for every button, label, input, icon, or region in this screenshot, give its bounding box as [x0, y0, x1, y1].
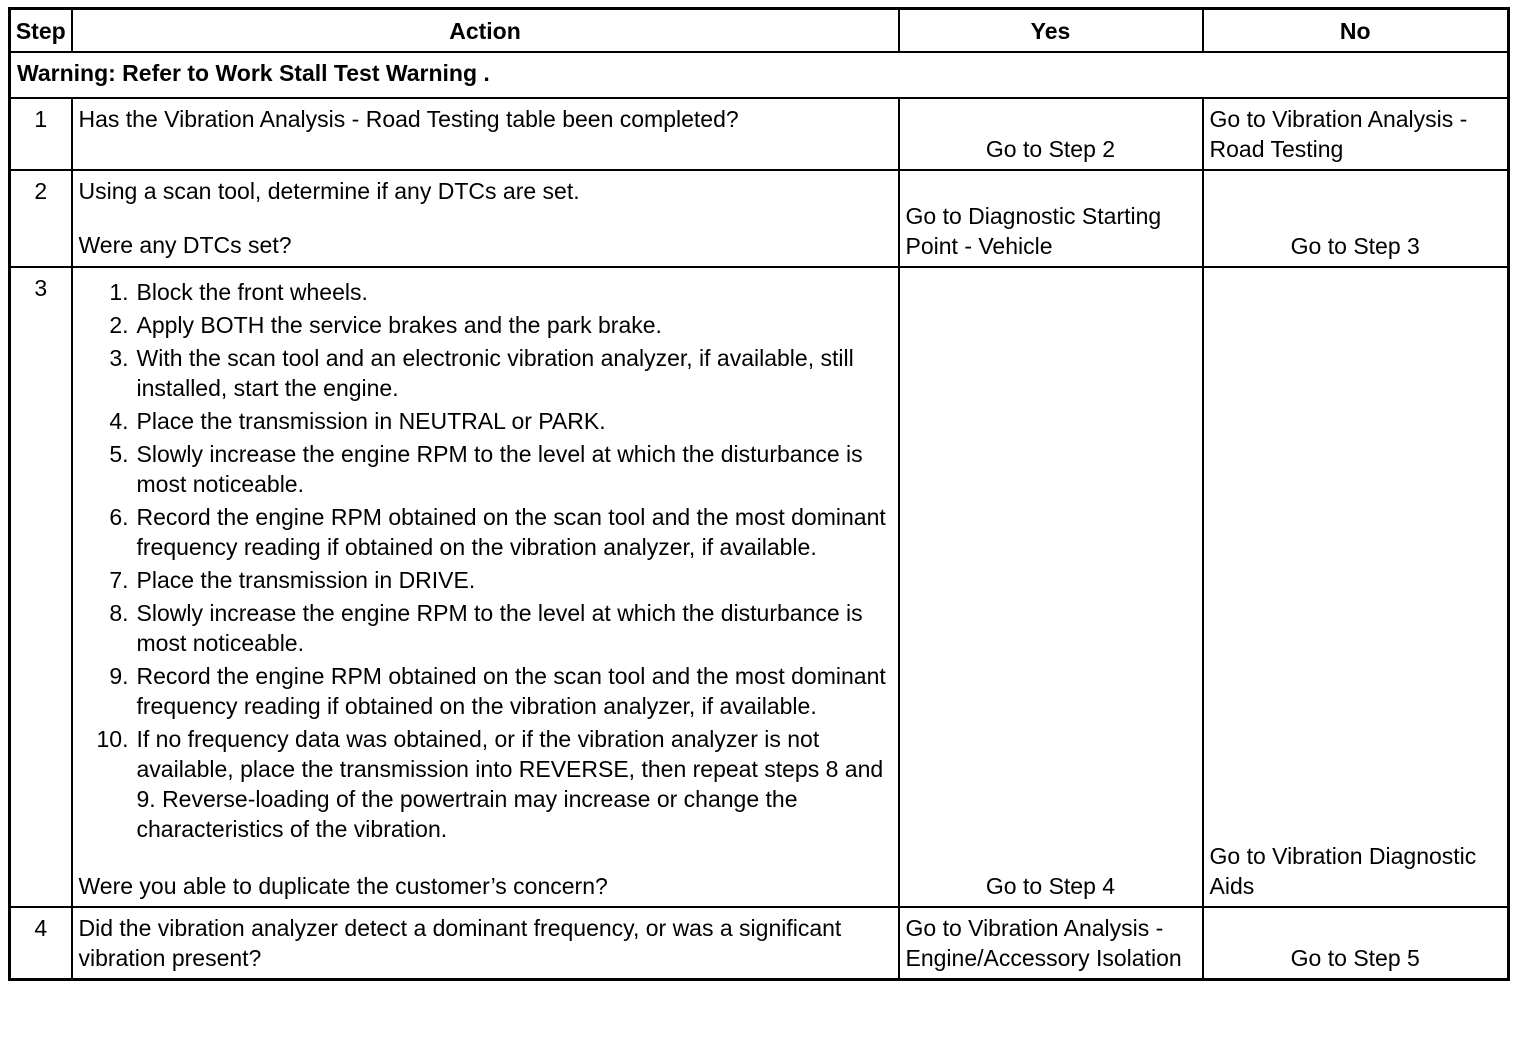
table-row [10, 907, 1509, 980]
list-item: 4. Place the transmission in NEUTRAL or PARK. [109, 408, 606, 434]
action-cell: Did the vibration analyzer detect a dominant frequency, or was a significant vibration present? [72, 907, 899, 980]
action-cell [72, 170, 899, 267]
action-question: Were you able to duplicate the customer’s concern? [78, 873, 608, 899]
header-step: Step [10, 9, 72, 53]
yes-cell: Go to Diagnostic Starting Point - Vehicle [899, 170, 1203, 267]
no-cell: Go to Step 5 [1203, 907, 1509, 980]
table-row [10, 98, 1509, 170]
yes-cell: Go to Step 4 [899, 267, 1203, 907]
header-row [10, 9, 1509, 53]
no-cell: Go to Step 3 [1203, 170, 1509, 267]
list-item: 1. Block the front wheels. [109, 279, 368, 305]
step-number: 1 [10, 98, 72, 170]
header-no: No [1203, 9, 1509, 53]
list-item: 9. Record the engine RPM obtained on the scan tool and the most dominant frequency reading if obtained on the vibration analyzer, if available. [109, 663, 886, 719]
list-item: 10. If no frequency data was obtained, or if the vibration analyzer is not available, place the transmission into REVERSE, then repeat steps 8 and 9. Reverse-loading of the powertrain may increase or change the characteristics of the vibration. [96, 726, 884, 842]
warning-row [10, 52, 1509, 98]
warning-text: Warning: Refer to Work Stall Test Warning . [10, 52, 1509, 98]
no-cell: Go to Vibration Analysis - Road Testing [1203, 98, 1509, 170]
action-cell [72, 267, 899, 907]
list-item: 8. Slowly increase the engine RPM to the level at which the disturbance is most noticeable. [109, 600, 863, 656]
step-number: 3 [10, 267, 72, 907]
table-row [10, 267, 1509, 907]
list-item: 5. Slowly increase the engine RPM to the level at which the disturbance is most noticeable. [109, 441, 863, 497]
yes-cell: Go to Step 2 [899, 98, 1203, 170]
header-yes: Yes [899, 9, 1203, 53]
yes-cell: Go to Vibration Analysis - Engine/Accessory Isolation [899, 907, 1203, 980]
diagnostic-table [8, 7, 1510, 981]
header-action: Action [72, 9, 899, 53]
procedure-list [79, 277, 892, 844]
step-number: 4 [10, 907, 72, 980]
table-row [10, 170, 1509, 267]
list-item: 6. Record the engine RPM obtained on the scan tool and the most dominant frequency reading if obtained on the vibration analyzer, if available. [109, 504, 886, 560]
list-item: 7. Place the transmission in DRIVE. [109, 567, 476, 593]
list-item: 3. With the scan tool and an electronic vibration analyzer, if available, still installed, start the engine. [109, 345, 854, 401]
no-cell: Go to Vibration Diagnostic Aids [1203, 267, 1509, 907]
action-question: Were any DTCs set? [78, 232, 292, 258]
action-cell: Has the Vibration Analysis - Road Testing table been completed? [72, 98, 899, 170]
step-number: 2 [10, 170, 72, 267]
list-item: 2. Apply BOTH the service brakes and the park brake. [109, 312, 662, 338]
action-line: Using a scan tool, determine if any DTCs are set. [78, 178, 580, 204]
